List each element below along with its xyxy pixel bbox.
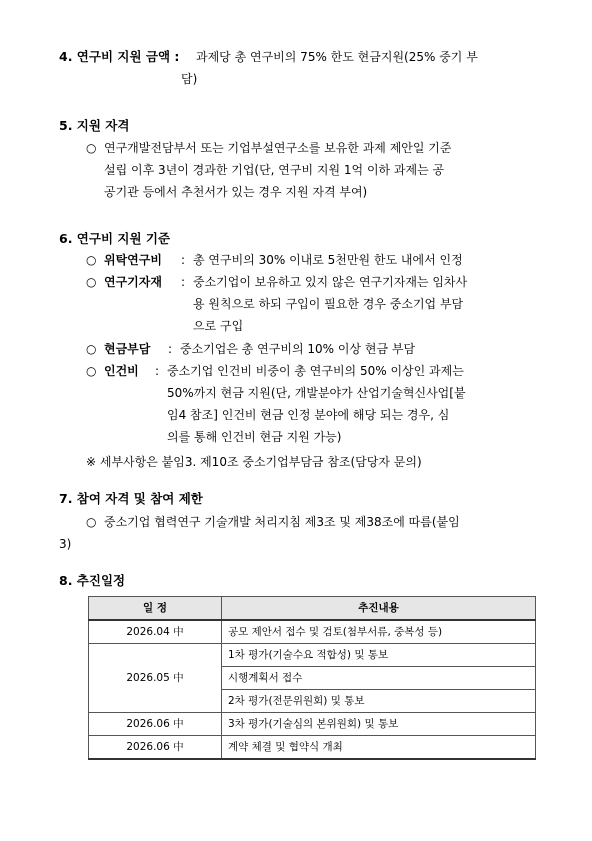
section6-note: ※ 세부사항은 붙임3. 제10조 중소기업부담금 참조(담당자 문의) — [86, 455, 422, 469]
criteria-label-consignment: 위탁연구비 — [104, 253, 162, 267]
schedule-item: 공모 제안서 접수 및 검토(첨부서류, 중복성 등) — [222, 620, 536, 644]
table-row — [89, 620, 536, 644]
section6-title: 6. 연구비 지원 기준 — [59, 231, 171, 246]
schedule-item: 2차 평가(전문위원회) 및 통보 — [222, 690, 536, 713]
schedule-date: 2026.06 中 — [89, 713, 222, 736]
schedule-item: 계약 체결 및 협약식 개최 — [222, 736, 536, 760]
section4-line1: 과제당 총 연구비의 75% 한도 현금지원(25% 중기 부 — [196, 50, 478, 64]
criteria-bullet: ○ — [86, 253, 97, 267]
section5-line1: 연구개발전담부서 또는 기업부설연구소를 보유한 과제 제안일 기준 — [104, 141, 452, 155]
criteria-text: 중소기업이 보유하고 있지 않은 연구기자재는 임차사 — [193, 275, 468, 289]
criteria-label-cash: 현금부담 — [104, 342, 151, 356]
section7-bullet: ○ — [86, 515, 97, 529]
section4-title: 4. 연구비 지원 금액 : — [59, 49, 180, 64]
criteria-text: 임4 참조] 인건비 현금 인정 분야에 해당 되는 경우, 심 — [167, 408, 450, 422]
section7-line2: 3) — [59, 537, 72, 551]
criteria-text: 50%까지 현금 지원(단, 개발분야가 산업기술혁신사업[붙 — [167, 386, 466, 400]
criteria-bullet: ○ — [86, 275, 97, 289]
section5-line2: 설립 이후 3년이 경과한 기업(단, 연구비 지원 1억 이하 과제는 공 — [104, 163, 445, 177]
schedule-date: 2026.06 中 — [89, 736, 222, 760]
criteria-bullet: ○ — [86, 342, 97, 356]
schedule-header-date: 일 정 — [89, 597, 222, 621]
schedule-date: 2026.04 中 — [89, 620, 222, 644]
criteria-text: 용 원칙으로 하되 구입이 필요한 경우 중소기업 부담 — [193, 297, 464, 311]
criteria-text: 으로 구입 — [193, 319, 244, 333]
criteria-text: 중소기업 인건비 비중이 총 연구비의 50% 이상인 과제는 — [167, 364, 464, 378]
section7-line1: 중소기업 협력연구 기술개발 처리지침 제3조 및 제38조에 따름(붙임 — [104, 515, 460, 529]
schedule-item: 1차 평가(기술수요 적합성) 및 통보 — [222, 644, 536, 667]
section5-title: 5. 지원 자격 — [59, 118, 130, 133]
section4-line2: 담) — [181, 72, 198, 86]
criteria-sep: : — [181, 275, 186, 289]
schedule-header-row — [89, 597, 536, 621]
section5-bullet: ○ — [86, 141, 97, 155]
schedule-item: 3차 평가(기술심의 본위원회) 및 통보 — [222, 713, 536, 736]
table-row — [89, 736, 536, 760]
schedule-item: 시행계획서 접수 — [222, 667, 536, 690]
criteria-bullet: ○ — [86, 364, 97, 378]
section8-title: 8. 추진일정 — [59, 573, 126, 588]
criteria-text: 중소기업은 총 연구비의 10% 이상 현금 부담 — [180, 342, 416, 356]
criteria-sep: : — [155, 364, 160, 378]
schedule-table — [88, 596, 536, 760]
criteria-text: 총 연구비의 30% 이내로 5천만원 한도 내에서 인정 — [193, 253, 463, 267]
criteria-text: 의를 통해 인건비 현금 지원 가능) — [167, 430, 342, 444]
criteria-label-labor: 인건비 — [104, 364, 139, 378]
table-row — [89, 644, 536, 667]
section5-line3: 공기관 등에서 추천서가 있는 경우 지원 자격 부여) — [104, 185, 368, 199]
schedule-date: 2026.05 中 — [89, 644, 222, 713]
criteria-sep: : — [181, 253, 186, 267]
section7-title: 7. 참여 자격 및 참여 제한 — [59, 491, 203, 506]
criteria-label-equipment: 연구기자재 — [104, 275, 162, 289]
schedule-header-content: 추진내용 — [222, 597, 536, 621]
criteria-sep: : — [168, 342, 173, 356]
table-row — [89, 713, 536, 736]
